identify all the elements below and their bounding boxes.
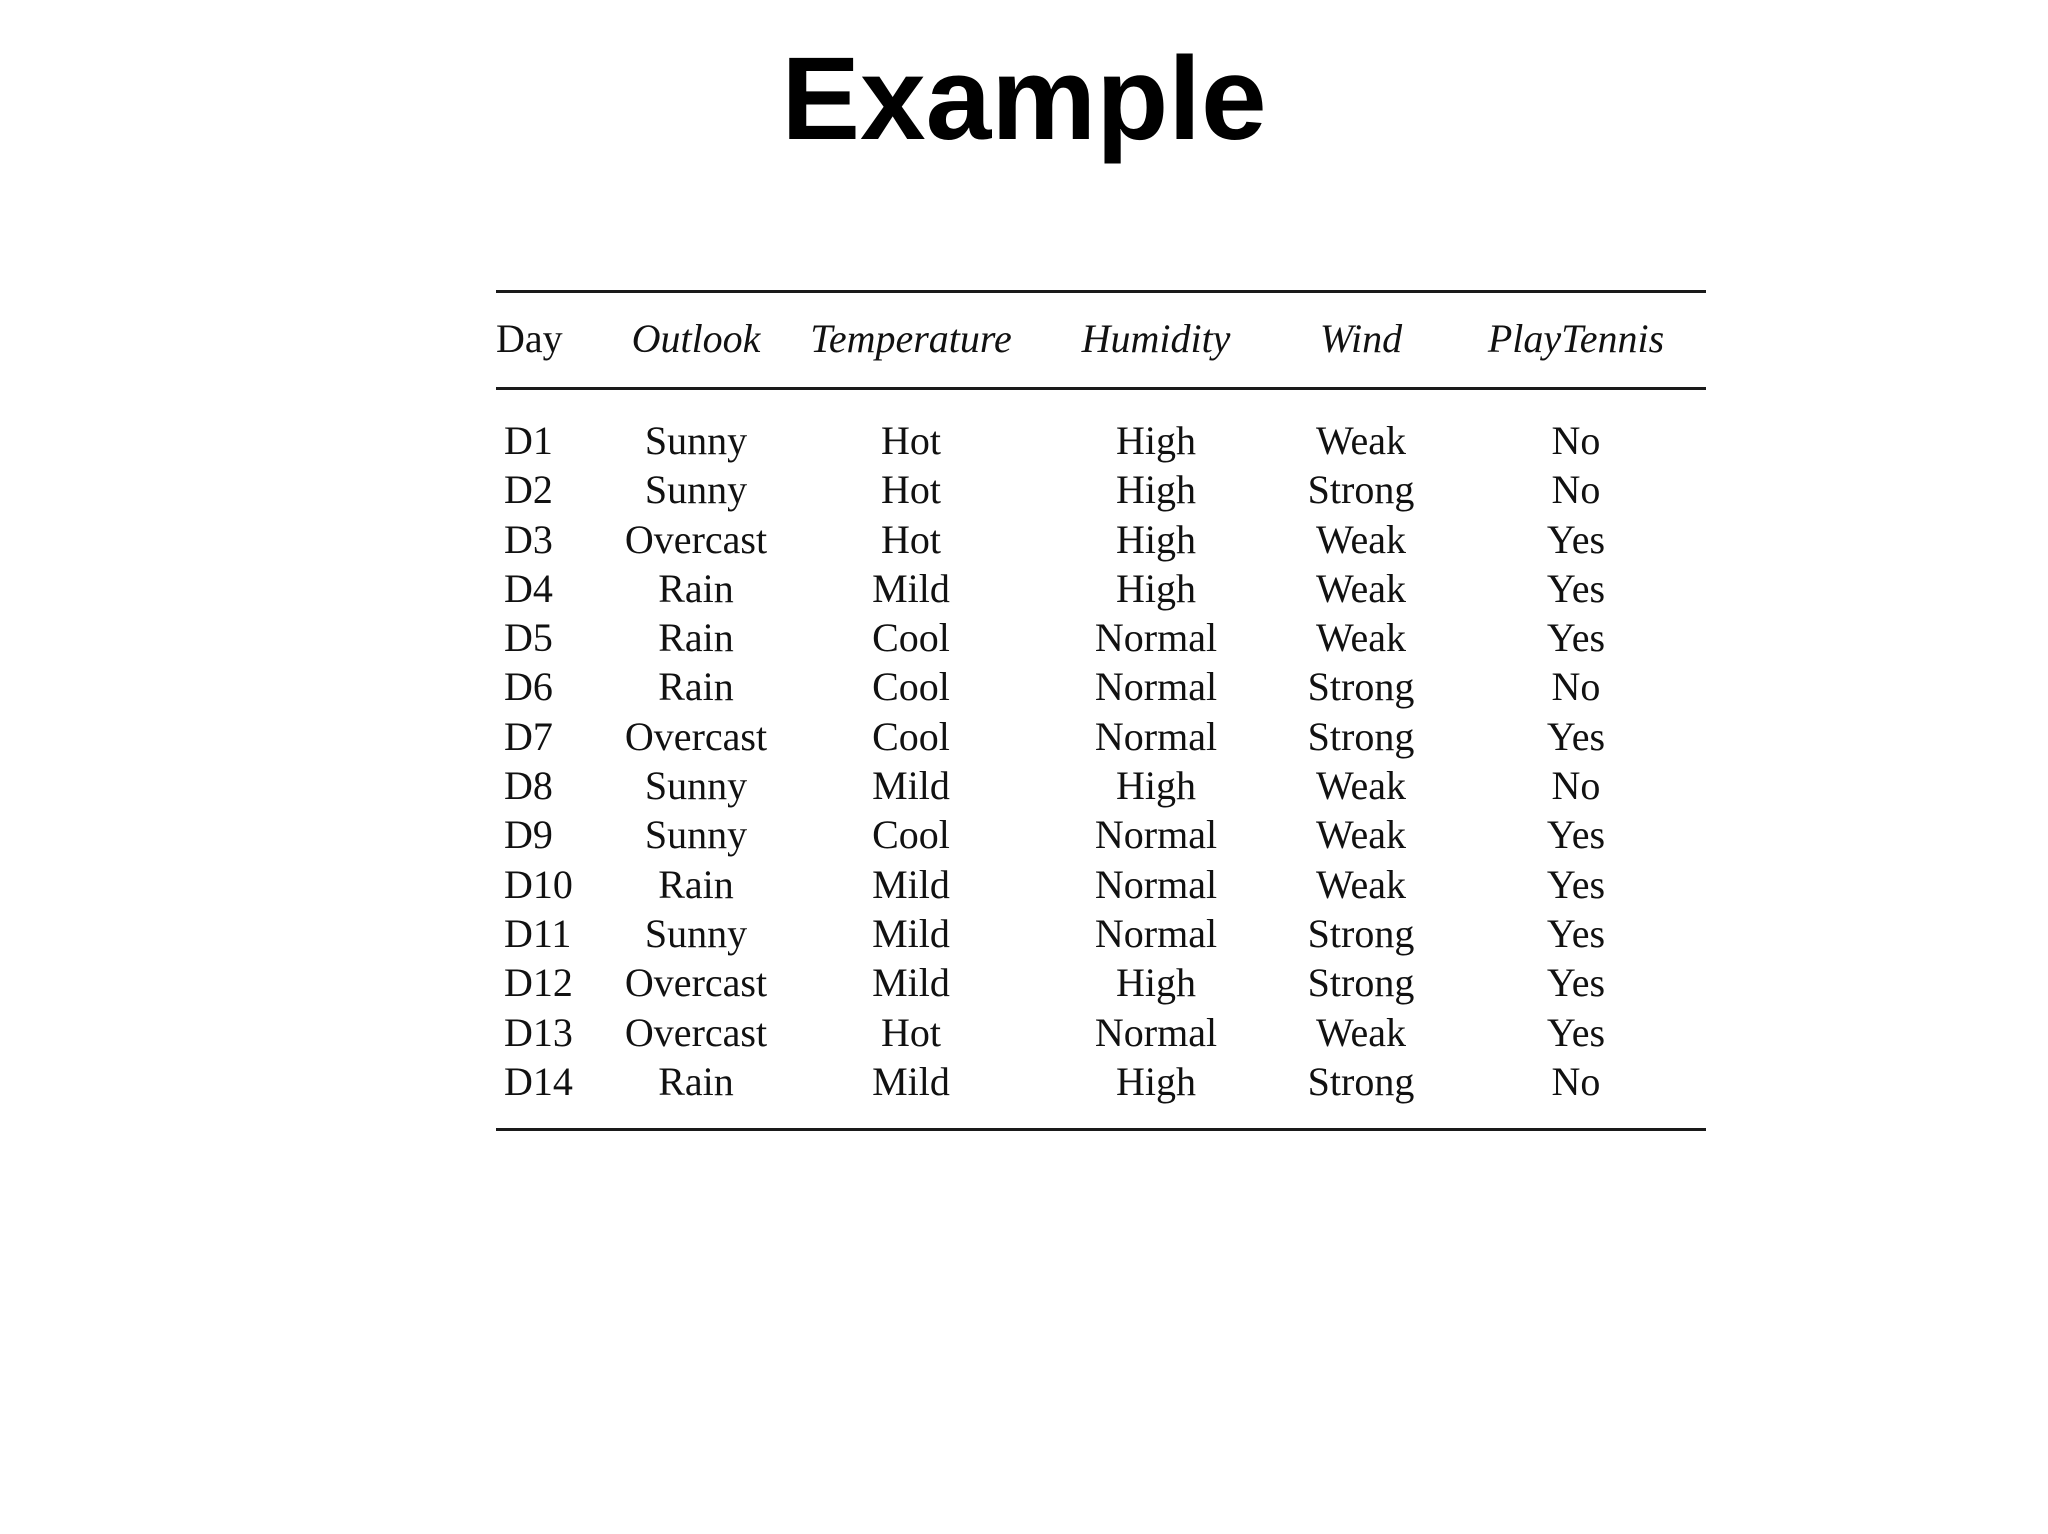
table-row [496, 909, 1706, 958]
header-humidity: Humidity [1081, 316, 1231, 361]
cell-outlook: Sunny [644, 910, 748, 956]
cell-playtennis: No [1551, 763, 1601, 809]
cell-humidity: Normal [1094, 615, 1218, 661]
cell-humidity: Normal [1094, 1009, 1218, 1055]
cell-day: D6 [504, 664, 553, 710]
cell-temperature: Mild [872, 910, 950, 956]
cell-temperature: Cool [872, 812, 950, 858]
table-bottom-rule [496, 1128, 1706, 1131]
cell-outlook: Rain [658, 615, 734, 661]
cell-playtennis: No [1551, 467, 1601, 513]
cell-day: D13 [504, 1009, 573, 1055]
cell-outlook: Rain [658, 565, 734, 611]
play-tennis-table [496, 313, 1706, 365]
cell-outlook: Rain [658, 1058, 734, 1104]
cell-wind: Weak [1315, 812, 1407, 858]
table-row [496, 810, 1706, 859]
table-row [496, 416, 1706, 465]
data-table-container [496, 290, 1706, 1131]
cell-playtennis: No [1551, 664, 1601, 710]
cell-humidity: Normal [1094, 910, 1218, 956]
table-row [496, 1008, 1706, 1057]
cell-day: D5 [504, 615, 553, 661]
table-row [496, 515, 1706, 564]
header-playtennis: PlayTennis [1487, 316, 1665, 361]
header-outlook: Outlook [631, 316, 761, 361]
cell-wind: Strong [1307, 960, 1415, 1006]
cell-temperature: Hot [881, 418, 941, 463]
cell-humidity: High [1116, 516, 1196, 562]
header-temperature: Temperature [810, 316, 1012, 361]
cell-playtennis: No [1551, 1058, 1601, 1104]
cell-wind: Weak [1315, 418, 1407, 463]
cell-outlook: Sunny [644, 418, 748, 463]
cell-day: D4 [504, 565, 553, 611]
cell-day: D7 [504, 713, 553, 759]
cell-humidity: Normal [1094, 664, 1218, 710]
table-row [496, 613, 1706, 662]
cell-wind: Strong [1307, 713, 1415, 759]
cell-playtennis: Yes [1546, 516, 1606, 562]
cell-wind: Strong [1307, 1058, 1415, 1104]
cell-humidity: High [1116, 763, 1196, 809]
cell-outlook: Sunny [644, 467, 748, 513]
cell-day: D3 [504, 516, 553, 562]
cell-playtennis: Yes [1546, 812, 1606, 858]
cell-outlook: Rain [658, 861, 734, 907]
header-wind: Wind [1319, 316, 1403, 361]
cell-outlook: Sunny [644, 812, 748, 858]
cell-humidity: Normal [1094, 713, 1218, 759]
cell-temperature: Hot [881, 516, 941, 562]
cell-humidity: High [1116, 960, 1196, 1006]
cell-temperature: Mild [872, 1058, 950, 1104]
cell-humidity: High [1116, 418, 1196, 463]
cell-humidity: Normal [1094, 812, 1218, 858]
cell-day: D14 [504, 1058, 573, 1104]
cell-playtennis: No [1551, 418, 1601, 463]
cell-playtennis: Yes [1546, 861, 1606, 907]
table-row [496, 958, 1706, 1007]
cell-temperature: Mild [872, 565, 950, 611]
cell-humidity: Normal [1094, 861, 1218, 907]
cell-wind: Strong [1307, 664, 1415, 710]
cell-wind: Strong [1307, 467, 1415, 513]
cell-outlook: Overcast [624, 713, 768, 759]
table-top-rule [496, 290, 1706, 293]
play-tennis-table-body [496, 416, 1706, 1106]
cell-wind: Strong [1307, 910, 1415, 956]
cell-day: D9 [504, 812, 553, 858]
cell-day: D1 [504, 418, 553, 463]
cell-humidity: High [1116, 1058, 1196, 1104]
cell-outlook: Sunny [644, 763, 748, 809]
cell-temperature: Cool [872, 615, 950, 661]
cell-day: D8 [504, 763, 553, 809]
cell-playtennis: Yes [1546, 565, 1606, 611]
cell-temperature: Mild [872, 763, 950, 809]
cell-day: D10 [504, 861, 573, 907]
cell-wind: Weak [1315, 615, 1407, 661]
table-row [496, 1057, 1706, 1106]
table-header-rule [496, 387, 1706, 390]
cell-temperature: Hot [881, 467, 941, 513]
cell-temperature: Cool [872, 664, 950, 710]
cell-playtennis: Yes [1546, 910, 1606, 956]
table-row [496, 860, 1706, 909]
table-header-row [496, 313, 1706, 365]
page-title: Example [781, 33, 1267, 165]
cell-playtennis: Yes [1546, 713, 1606, 759]
cell-day: D11 [504, 910, 572, 956]
cell-wind: Weak [1315, 861, 1407, 907]
cell-playtennis: Yes [1546, 960, 1606, 1006]
cell-playtennis: Yes [1546, 615, 1606, 661]
header-day: Day [496, 316, 563, 361]
cell-temperature: Hot [881, 1009, 941, 1055]
cell-day: D2 [504, 467, 553, 513]
table-row [496, 564, 1706, 613]
cell-outlook: Overcast [624, 1009, 768, 1055]
cell-playtennis: Yes [1546, 1009, 1606, 1055]
cell-humidity: High [1116, 467, 1196, 513]
cell-wind: Weak [1315, 516, 1407, 562]
cell-wind: Weak [1315, 1009, 1407, 1055]
table-row [496, 761, 1706, 810]
cell-wind: Weak [1315, 763, 1407, 809]
cell-temperature: Mild [872, 960, 950, 1006]
cell-temperature: Mild [872, 861, 950, 907]
table-row [496, 712, 1706, 761]
cell-outlook: Rain [658, 664, 734, 710]
cell-temperature: Cool [872, 713, 950, 759]
cell-wind: Weak [1315, 565, 1407, 611]
table-row [496, 465, 1706, 514]
cell-outlook: Overcast [624, 960, 768, 1006]
table-row [496, 662, 1706, 711]
cell-day: D12 [504, 960, 573, 1006]
cell-humidity: High [1116, 565, 1196, 611]
cell-outlook: Overcast [624, 516, 768, 562]
